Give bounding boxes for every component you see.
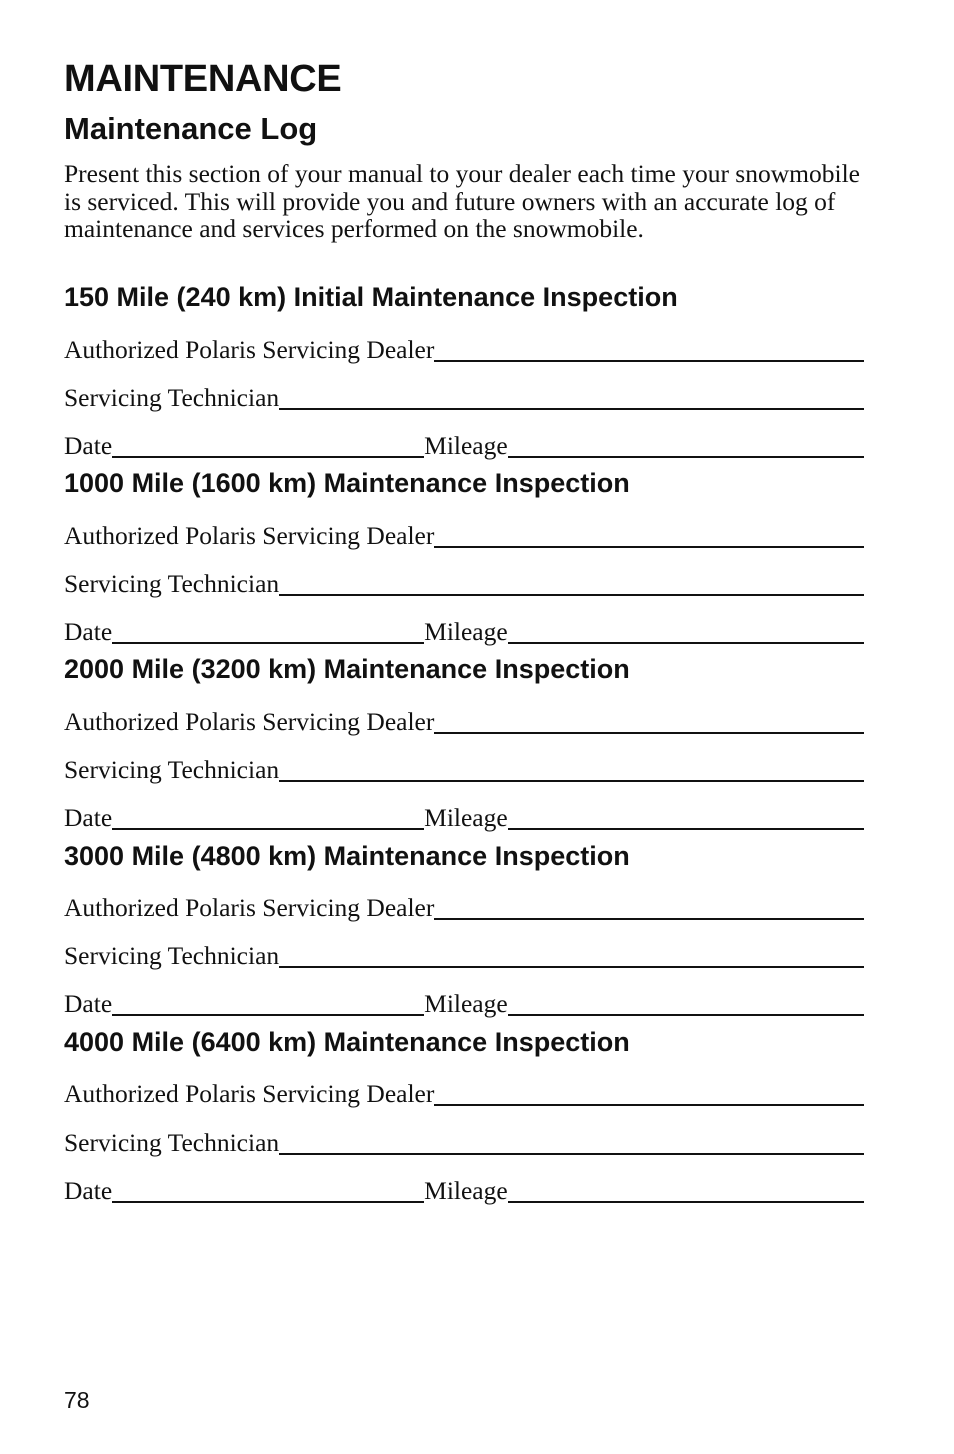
section-title: Maintenance Log (64, 111, 318, 146)
mileage-label: Mileage (424, 1176, 508, 1205)
date-mileage-field (64, 1173, 864, 1205)
technician-label: Servicing Technician (64, 569, 280, 598)
page-title: MAINTENANCE (64, 58, 342, 100)
date-label: Date (64, 431, 113, 460)
dealer-label: Authorized Polaris Servicing Dealer (64, 521, 435, 550)
technician-label: Servicing Technician (64, 941, 280, 970)
dealer-signature-line[interactable] (434, 546, 864, 548)
technician-signature-line[interactable] (279, 408, 864, 410)
mileage-line[interactable] (508, 828, 864, 830)
technician-field (64, 380, 864, 412)
date-line[interactable] (112, 1201, 424, 1203)
technician-field (64, 938, 864, 970)
dealer-label: Authorized Polaris Servicing Dealer (64, 707, 435, 736)
date-label: Date (64, 803, 113, 832)
dealer-field (64, 704, 864, 736)
inspection-title: 2000 Mile (3200 km) Maintenance Inspection (64, 654, 630, 684)
technician-field (64, 752, 864, 784)
date-label: Date (64, 1176, 113, 1205)
inspection-title: 4000 Mile (6400 km) Maintenance Inspection (64, 1027, 630, 1057)
dealer-field (64, 1076, 864, 1108)
inspection-title: 3000 Mile (4800 km) Maintenance Inspection (64, 841, 630, 871)
dealer-signature-line[interactable] (434, 918, 864, 920)
technician-signature-line[interactable] (279, 594, 864, 596)
technician-label: Servicing Technician (64, 1128, 280, 1157)
date-mileage-field (64, 614, 864, 646)
technician-signature-line[interactable] (279, 966, 864, 968)
mileage-label: Mileage (424, 617, 508, 646)
date-line[interactable] (112, 1014, 424, 1016)
inspection-title: 1000 Mile (1600 km) Maintenance Inspection (64, 468, 630, 498)
dealer-field (64, 518, 864, 550)
date-label: Date (64, 989, 113, 1018)
date-line[interactable] (112, 828, 424, 830)
mileage-label: Mileage (424, 431, 508, 460)
date-mileage-field (64, 428, 864, 460)
mileage-label: Mileage (424, 803, 508, 832)
date-mileage-field (64, 986, 864, 1018)
mileage-line[interactable] (508, 1014, 864, 1016)
mileage-line[interactable] (508, 1201, 864, 1203)
dealer-field (64, 332, 864, 364)
dealer-label: Authorized Polaris Servicing Dealer (64, 335, 435, 364)
technician-label: Servicing Technician (64, 383, 280, 412)
dealer-field (64, 890, 864, 922)
dealer-label: Authorized Polaris Servicing Dealer (64, 1079, 435, 1108)
page-number: 78 (64, 1387, 90, 1413)
date-mileage-field (64, 800, 864, 832)
date-label: Date (64, 617, 113, 646)
mileage-line[interactable] (508, 642, 864, 644)
technician-signature-line[interactable] (279, 1153, 864, 1155)
dealer-signature-line[interactable] (434, 360, 864, 362)
technician-signature-line[interactable] (279, 780, 864, 782)
dealer-signature-line[interactable] (434, 732, 864, 734)
date-line[interactable] (112, 456, 424, 458)
intro-paragraph: Present this section of your manual to your dealer each time your snowmobile is serviced. This will provide you and future owners with an accurate log of maintenance and services performed on the snowmobile. (64, 159, 860, 243)
mileage-line[interactable] (508, 456, 864, 458)
dealer-label: Authorized Polaris Servicing Dealer (64, 893, 435, 922)
technician-label: Servicing Technician (64, 755, 280, 784)
dealer-signature-line[interactable] (434, 1104, 864, 1106)
technician-field (64, 566, 864, 598)
date-line[interactable] (112, 642, 424, 644)
technician-field (64, 1125, 864, 1157)
mileage-label: Mileage (424, 989, 508, 1018)
inspection-title: 150 Mile (240 km) Initial Maintenance Inspection (64, 282, 678, 312)
